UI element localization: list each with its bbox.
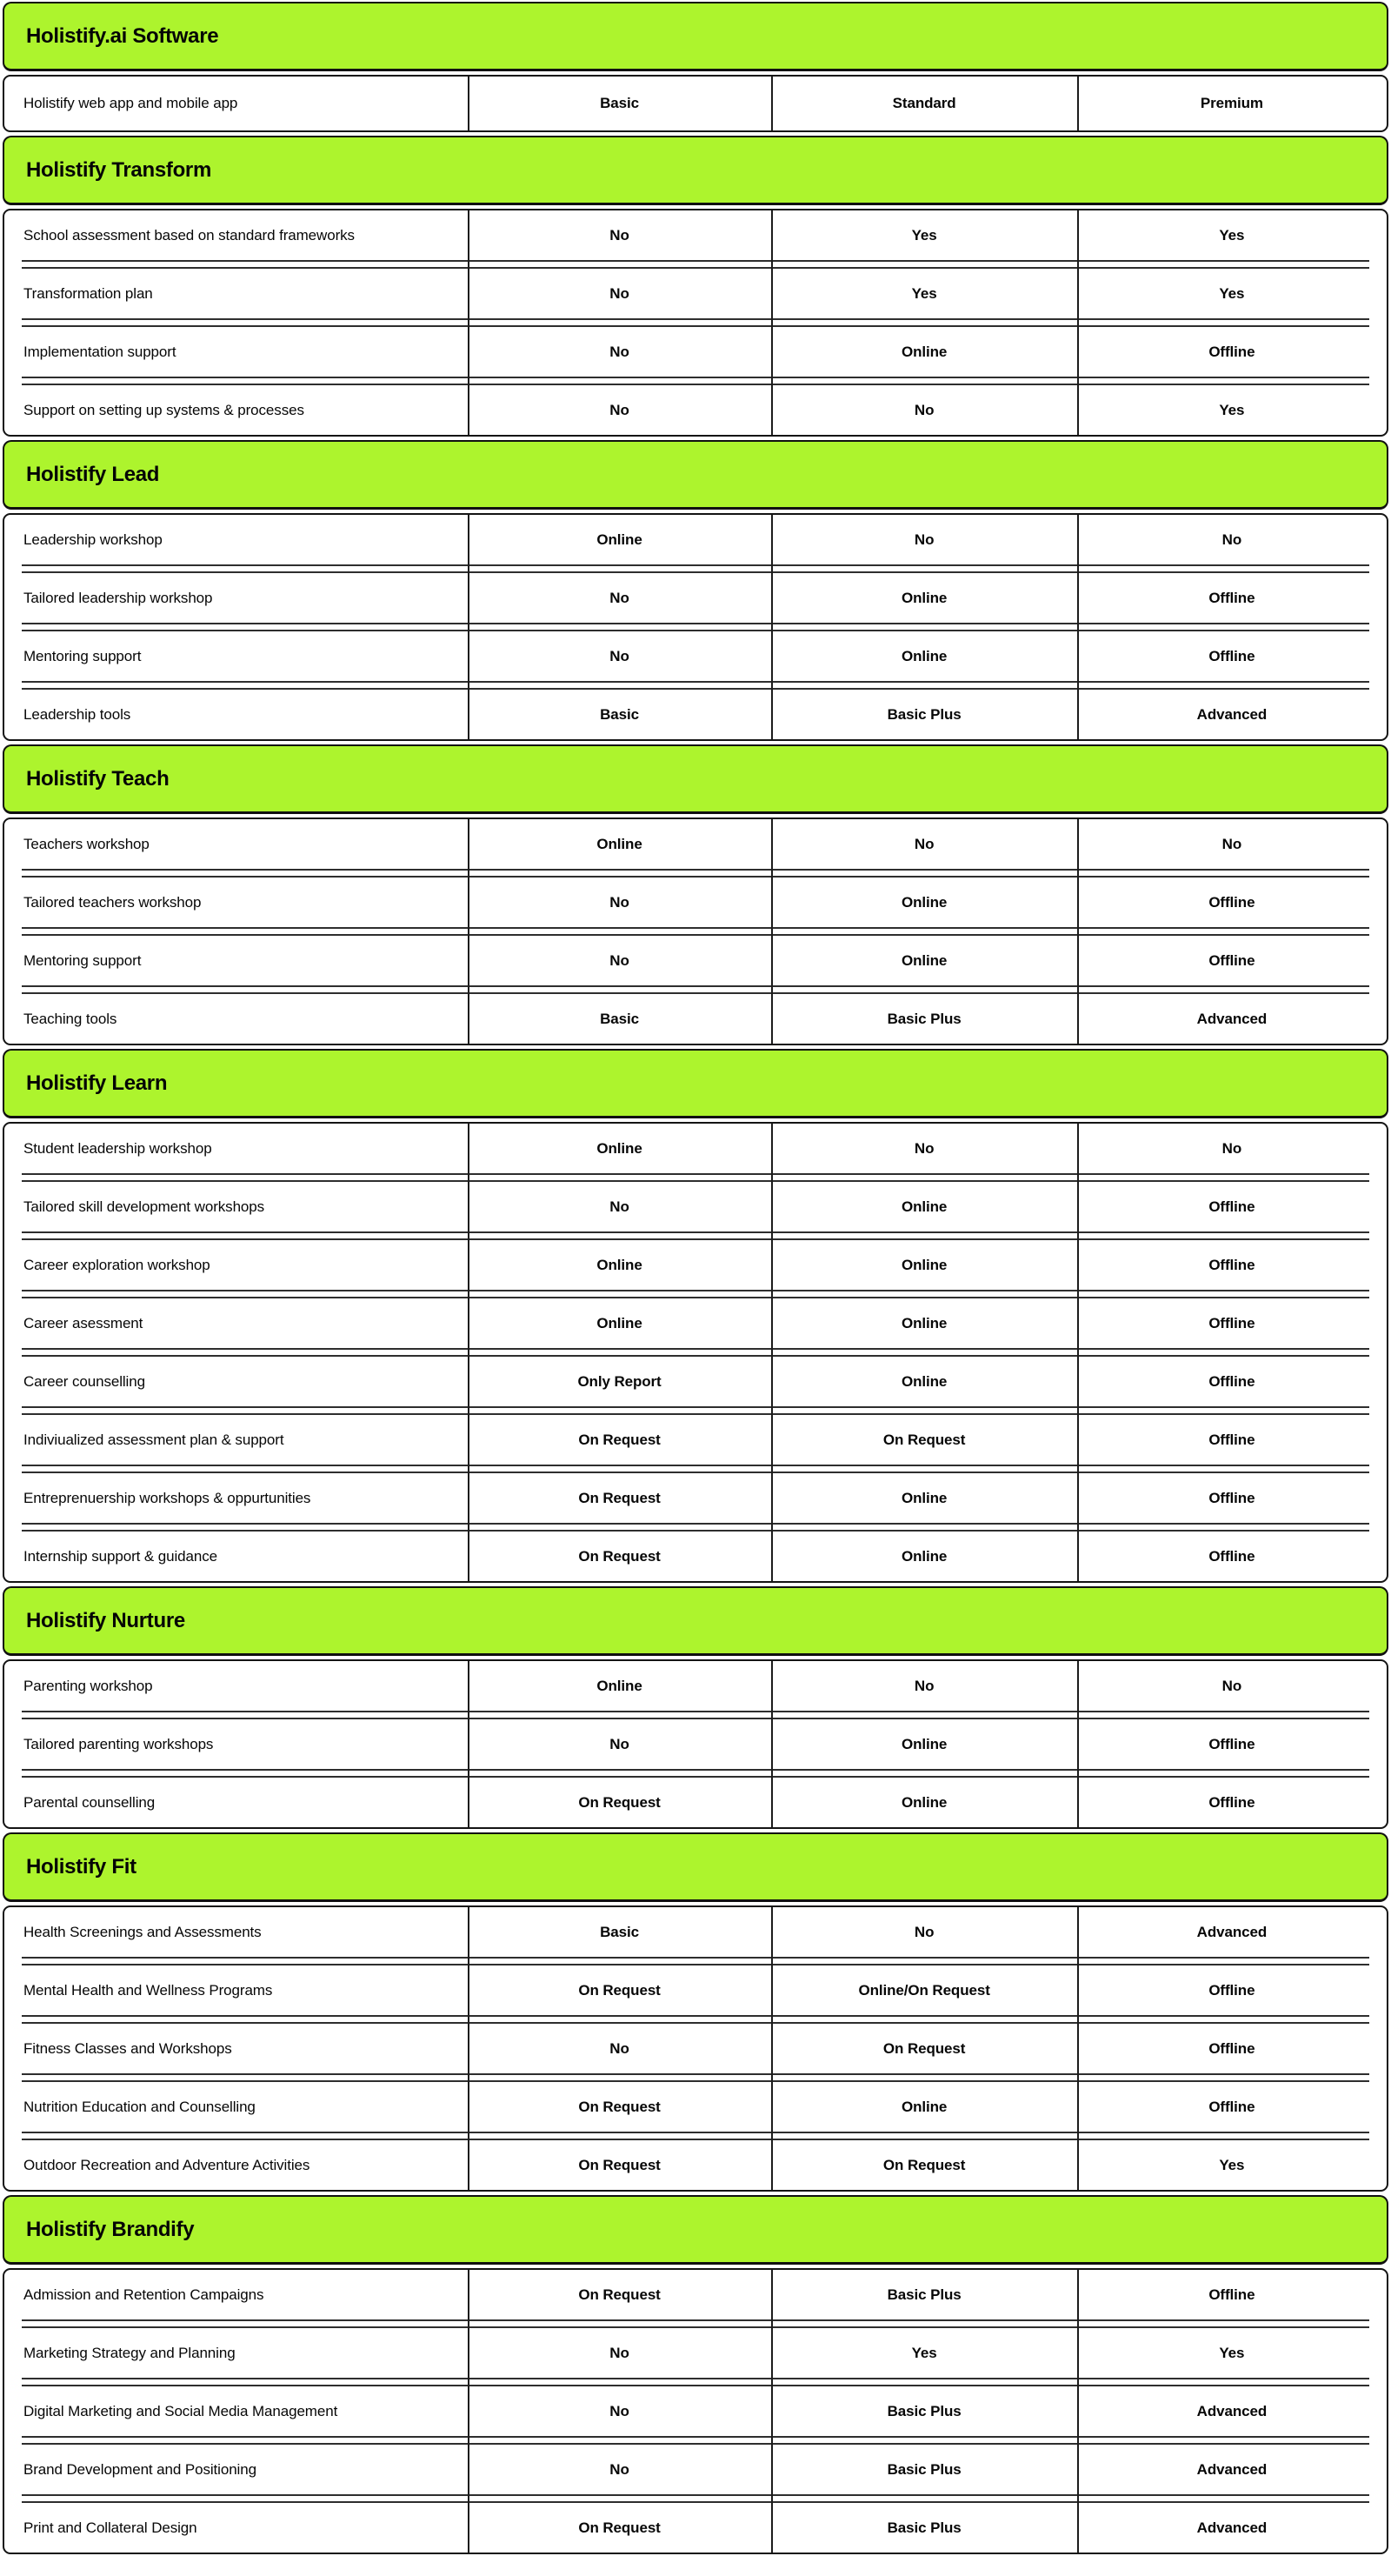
feature-value-basic: Online [596,1314,642,1331]
feature-value-basic: Basic [600,1923,639,1940]
feature-value-standard: On Request [882,1431,966,1448]
column-divider [771,77,773,130]
feature-label: Leadership tools [23,705,131,723]
plan-column-header-standard: Standard [892,95,956,111]
feature-row [4,690,1387,739]
feature-value-premium: Yes [1219,2344,1245,2361]
feature-row [4,994,1387,1044]
column-divider [1077,1907,1079,2190]
row-separator [22,1406,1369,1415]
plan-header-row [4,77,1387,130]
feature-label: Health Screenings and Assessments [23,1923,262,1940]
feature-value-basic: Online [596,1139,642,1157]
feature-value-premium: Offline [1208,1547,1255,1565]
feature-value-premium: No [1221,1139,1242,1157]
feature-value-premium: Yes [1219,226,1245,244]
feature-value-basic: On Request [578,2156,661,2173]
feature-row [4,1719,1387,1769]
plan-column-header-premium: Premium [1200,95,1263,111]
feature-label: School assessment based on standard frameworks [23,226,355,244]
feature-row [4,210,1387,260]
feature-row [4,1182,1387,1231]
feature-value-premium: Offline [1208,1981,1255,1999]
feature-value-standard: Online [901,647,948,664]
column-divider [771,1661,773,1827]
column-divider [468,515,469,739]
feature-value-standard: Online [901,1256,948,1273]
feature-label: Mentoring support [23,951,142,969]
section-title: Holistify Transform [26,157,212,182]
feature-value-standard: Basic Plus [887,705,962,723]
feature-value-basic: Online [596,1677,642,1694]
section-block [3,2268,1388,2554]
feature-value-premium: Offline [1208,2039,1255,2057]
section-block [3,818,1388,1045]
section-block [3,1659,1388,1829]
section-header [3,136,1388,205]
feature-value-standard: Online [901,1314,948,1331]
feature-value-basic: No [609,226,629,244]
feature-row [4,1357,1387,1406]
feature-label: Digital Marketing and Social Media Management [23,2402,338,2419]
feature-value-premium: Advanced [1196,1923,1268,1940]
feature-value-standard: No [914,401,935,418]
feature-value-standard: Online [901,1547,948,1565]
feature-value-premium: Offline [1208,2098,1255,2115]
feature-label: Admission and Retention Campaigns [23,2286,264,2303]
feature-row [4,1124,1387,1173]
feature-value-standard: No [914,1677,935,1694]
feature-value-basic: No [609,1198,629,1215]
feature-label: Outdoor Recreation and Adventure Activities [23,2156,310,2173]
feature-row [4,2140,1387,2190]
feature-value-standard: Online [901,1198,948,1215]
feature-row [4,1778,1387,1827]
feature-value-premium: No [1221,835,1242,852]
feature-value-basic: Online [596,531,642,548]
feature-value-basic: No [609,2039,629,2057]
feature-value-standard: On Request [882,2039,966,2057]
feature-value-premium: Advanced [1196,1010,1268,1027]
feature-row [4,385,1387,435]
feature-value-basic: No [609,893,629,911]
column-divider [771,1907,773,2190]
feature-label: Mentoring support [23,647,142,664]
feature-label: Tailored teachers workshop [23,893,202,911]
row-separator [22,2378,1369,2386]
section-title: Holistify Brandify [26,2217,195,2241]
column-divider [468,2270,469,2553]
main-title-bar [3,2,1388,71]
feature-value-basic: No [609,284,629,302]
feature-value-premium: Offline [1208,1372,1255,1390]
section-title: Holistify Fit [26,1854,136,1879]
feature-value-standard: Online [901,2098,948,2115]
feature-value-premium: Offline [1208,1793,1255,1811]
row-separator [22,1957,1369,1965]
feature-value-standard: Basic Plus [887,2402,962,2419]
feature-value-standard: Basic Plus [887,2519,962,2536]
feature-row [4,2270,1387,2319]
feature-value-standard: No [914,1923,935,1940]
feature-row [4,2445,1387,2494]
column-divider [1077,2270,1079,2553]
column-divider [771,515,773,739]
feature-value-premium: Yes [1219,2156,1245,2173]
feature-value-basic: On Request [578,1981,661,1999]
feature-value-standard: No [914,531,935,548]
feature-value-basic: On Request [578,2098,661,2115]
section-header [3,440,1388,510]
feature-label: Teachers workshop [23,835,150,852]
row-separator [22,2132,1369,2140]
column-divider [1077,210,1079,435]
column-divider [1077,515,1079,739]
row-separator [22,1465,1369,1473]
feature-value-basic: No [609,343,629,360]
feature-value-basic: On Request [578,2519,661,2536]
feature-value-standard: Online [901,1793,948,1811]
feature-label: Brand Development and Positioning [23,2460,256,2478]
feature-label: Tailored skill development workshops [23,1198,265,1215]
row-separator [22,1173,1369,1182]
feature-row [4,936,1387,985]
feature-value-premium: Yes [1219,284,1245,302]
feature-value-basic: No [609,1735,629,1752]
feature-row [4,573,1387,623]
section-header [3,1586,1388,1656]
feature-label: Career exploration workshop [23,1256,210,1273]
section-block [3,513,1388,741]
column-divider [468,210,469,435]
feature-value-premium: No [1221,531,1242,548]
plan-header-block [3,75,1388,132]
feature-row [4,1965,1387,2015]
row-separator [22,985,1369,994]
feature-label: Leadership workshop [23,531,163,548]
plan-header-label: Holistify web app and mobile app [23,95,238,111]
feature-value-standard: Online [901,1489,948,1506]
feature-value-standard: Online [901,1735,948,1752]
feature-label: Tailored parenting workshops [23,1735,214,1752]
feature-label: Internship support & guidance [23,1547,217,1565]
feature-value-premium: Offline [1208,951,1255,969]
feature-label: Career asessment [23,1314,143,1331]
section-block [3,1905,1388,2192]
feature-value-basic: On Request [578,1431,661,1448]
column-divider [1077,77,1079,130]
row-separator [22,1523,1369,1532]
row-separator [22,2436,1369,2445]
column-divider [1077,1124,1079,1581]
column-divider [468,77,469,130]
feature-value-standard: Online [901,589,948,606]
section-title: Holistify Learn [26,1071,168,1095]
feature-label: Tailored leadership workshop [23,589,213,606]
feature-row [4,2024,1387,2073]
section-header [3,744,1388,814]
row-separator [22,1231,1369,1240]
page-title: Holistify.ai Software [26,23,219,48]
feature-value-standard: Online [901,343,948,360]
feature-value-premium: Offline [1208,1314,1255,1331]
feature-value-standard: Online [901,893,948,911]
feature-value-premium: No [1221,1677,1242,1694]
section-header [3,2195,1388,2265]
feature-value-basic: Online [596,1256,642,1273]
feature-row [4,819,1387,869]
column-divider [1077,1661,1079,1827]
section-title: Holistify Teach [26,766,170,791]
row-separator [22,377,1369,385]
feature-value-basic: No [609,647,629,664]
feature-value-basic: No [609,2402,629,2419]
section-title: Holistify Lead [26,462,160,486]
feature-value-premium: Offline [1208,1489,1255,1506]
feature-value-standard: Online/On Request [858,1981,990,1999]
feature-row [4,1240,1387,1290]
feature-value-standard: Basic Plus [887,1010,962,1027]
column-divider [468,819,469,1044]
feature-row [4,2386,1387,2436]
row-separator [22,681,1369,690]
feature-label: Fitness Classes and Workshops [23,2039,232,2057]
feature-label: Marketing Strategy and Planning [23,2344,236,2361]
feature-value-standard: No [914,835,935,852]
feature-label: Career counselling [23,1372,145,1390]
feature-value-standard: No [914,1139,935,1157]
feature-label: Support on setting up systems & processes [23,401,304,418]
feature-value-premium: Advanced [1196,2519,1268,2536]
feature-row [4,1298,1387,1348]
feature-row [4,2503,1387,2553]
row-separator [22,1348,1369,1357]
feature-row [4,327,1387,377]
feature-label: Student leadership workshop [23,1139,212,1157]
feature-value-basic: On Request [578,1547,661,1565]
feature-label: Indiviualized assessment plan & support [23,1431,284,1448]
feature-label: Transformation plan [23,284,153,302]
section-block [3,1122,1388,1583]
row-separator [22,2073,1369,2082]
feature-value-premium: Offline [1208,589,1255,606]
feature-row [4,631,1387,681]
feature-value-premium: Offline [1208,893,1255,911]
feature-value-premium: Offline [1208,647,1255,664]
feature-value-standard: Online [901,1372,948,1390]
feature-value-premium: Advanced [1196,2460,1268,2478]
feature-value-premium: Advanced [1196,2402,1268,2419]
feature-value-basic: Online [596,835,642,852]
feature-value-premium: Offline [1208,1735,1255,1752]
feature-value-premium: Offline [1208,1256,1255,1273]
feature-row [4,269,1387,318]
feature-value-basic: On Request [578,1793,661,1811]
column-divider [771,1124,773,1581]
section-header [3,1049,1388,1118]
feature-value-premium: Yes [1219,401,1245,418]
feature-label: Parenting workshop [23,1677,153,1694]
feature-value-basic: On Request [578,1489,661,1506]
row-separator [22,318,1369,327]
section-title: Holistify Nurture [26,1608,185,1632]
feature-value-standard: Yes [911,226,937,244]
row-separator [22,564,1369,573]
feature-value-basic: No [609,589,629,606]
feature-value-standard: Basic Plus [887,2460,962,2478]
section-block [3,209,1388,437]
row-separator [22,2319,1369,2328]
feature-row [4,1532,1387,1581]
feature-value-basic: Basic [600,705,639,723]
feature-value-premium: Offline [1208,2286,1255,2303]
row-separator [22,2494,1369,2503]
row-separator [22,623,1369,631]
feature-row [4,1415,1387,1465]
row-separator [22,260,1369,269]
feature-value-standard: Yes [911,2344,937,2361]
feature-value-premium: Advanced [1196,705,1268,723]
column-divider [1077,819,1079,1044]
column-divider [771,819,773,1044]
feature-row [4,2328,1387,2378]
feature-value-basic: No [609,2344,629,2361]
plan-column-header-basic: Basic [600,95,639,111]
feature-label: Print and Collateral Design [23,2519,197,2536]
feature-label: Implementation support [23,343,176,360]
feature-value-standard: Online [901,951,948,969]
feature-value-standard: On Request [882,2156,966,2173]
feature-value-standard: Basic Plus [887,2286,962,2303]
feature-value-basic: Basic [600,1010,639,1027]
row-separator [22,2015,1369,2024]
feature-label: Nutrition Education and Counselling [23,2098,256,2115]
feature-row [4,1473,1387,1523]
feature-value-basic: On Request [578,2286,661,2303]
feature-value-standard: Yes [911,284,937,302]
feature-value-premium: Offline [1208,1431,1255,1448]
feature-row [4,878,1387,927]
feature-value-premium: Offline [1208,343,1255,360]
feature-label: Entreprenuership workshops & oppurtunities [23,1489,311,1506]
column-divider [468,1907,469,2190]
feature-row [4,515,1387,564]
feature-value-basic: Only Report [577,1372,662,1390]
feature-value-basic: No [609,2460,629,2478]
section-header [3,1832,1388,1902]
row-separator [22,1290,1369,1298]
feature-label: Parental counselling [23,1793,156,1811]
row-separator [22,1769,1369,1778]
row-separator [22,869,1369,878]
column-divider [468,1124,469,1581]
feature-row [4,1661,1387,1711]
column-divider [468,1661,469,1827]
feature-label: Teaching tools [23,1010,117,1027]
feature-row [4,1907,1387,1957]
column-divider [771,2270,773,2553]
feature-row [4,2082,1387,2132]
row-separator [22,1711,1369,1719]
feature-label: Mental Health and Wellness Programs [23,1981,273,1999]
feature-value-basic: No [609,401,629,418]
feature-value-premium: Offline [1208,1198,1255,1215]
row-separator [22,927,1369,936]
feature-value-basic: No [609,951,629,969]
column-divider [771,210,773,435]
